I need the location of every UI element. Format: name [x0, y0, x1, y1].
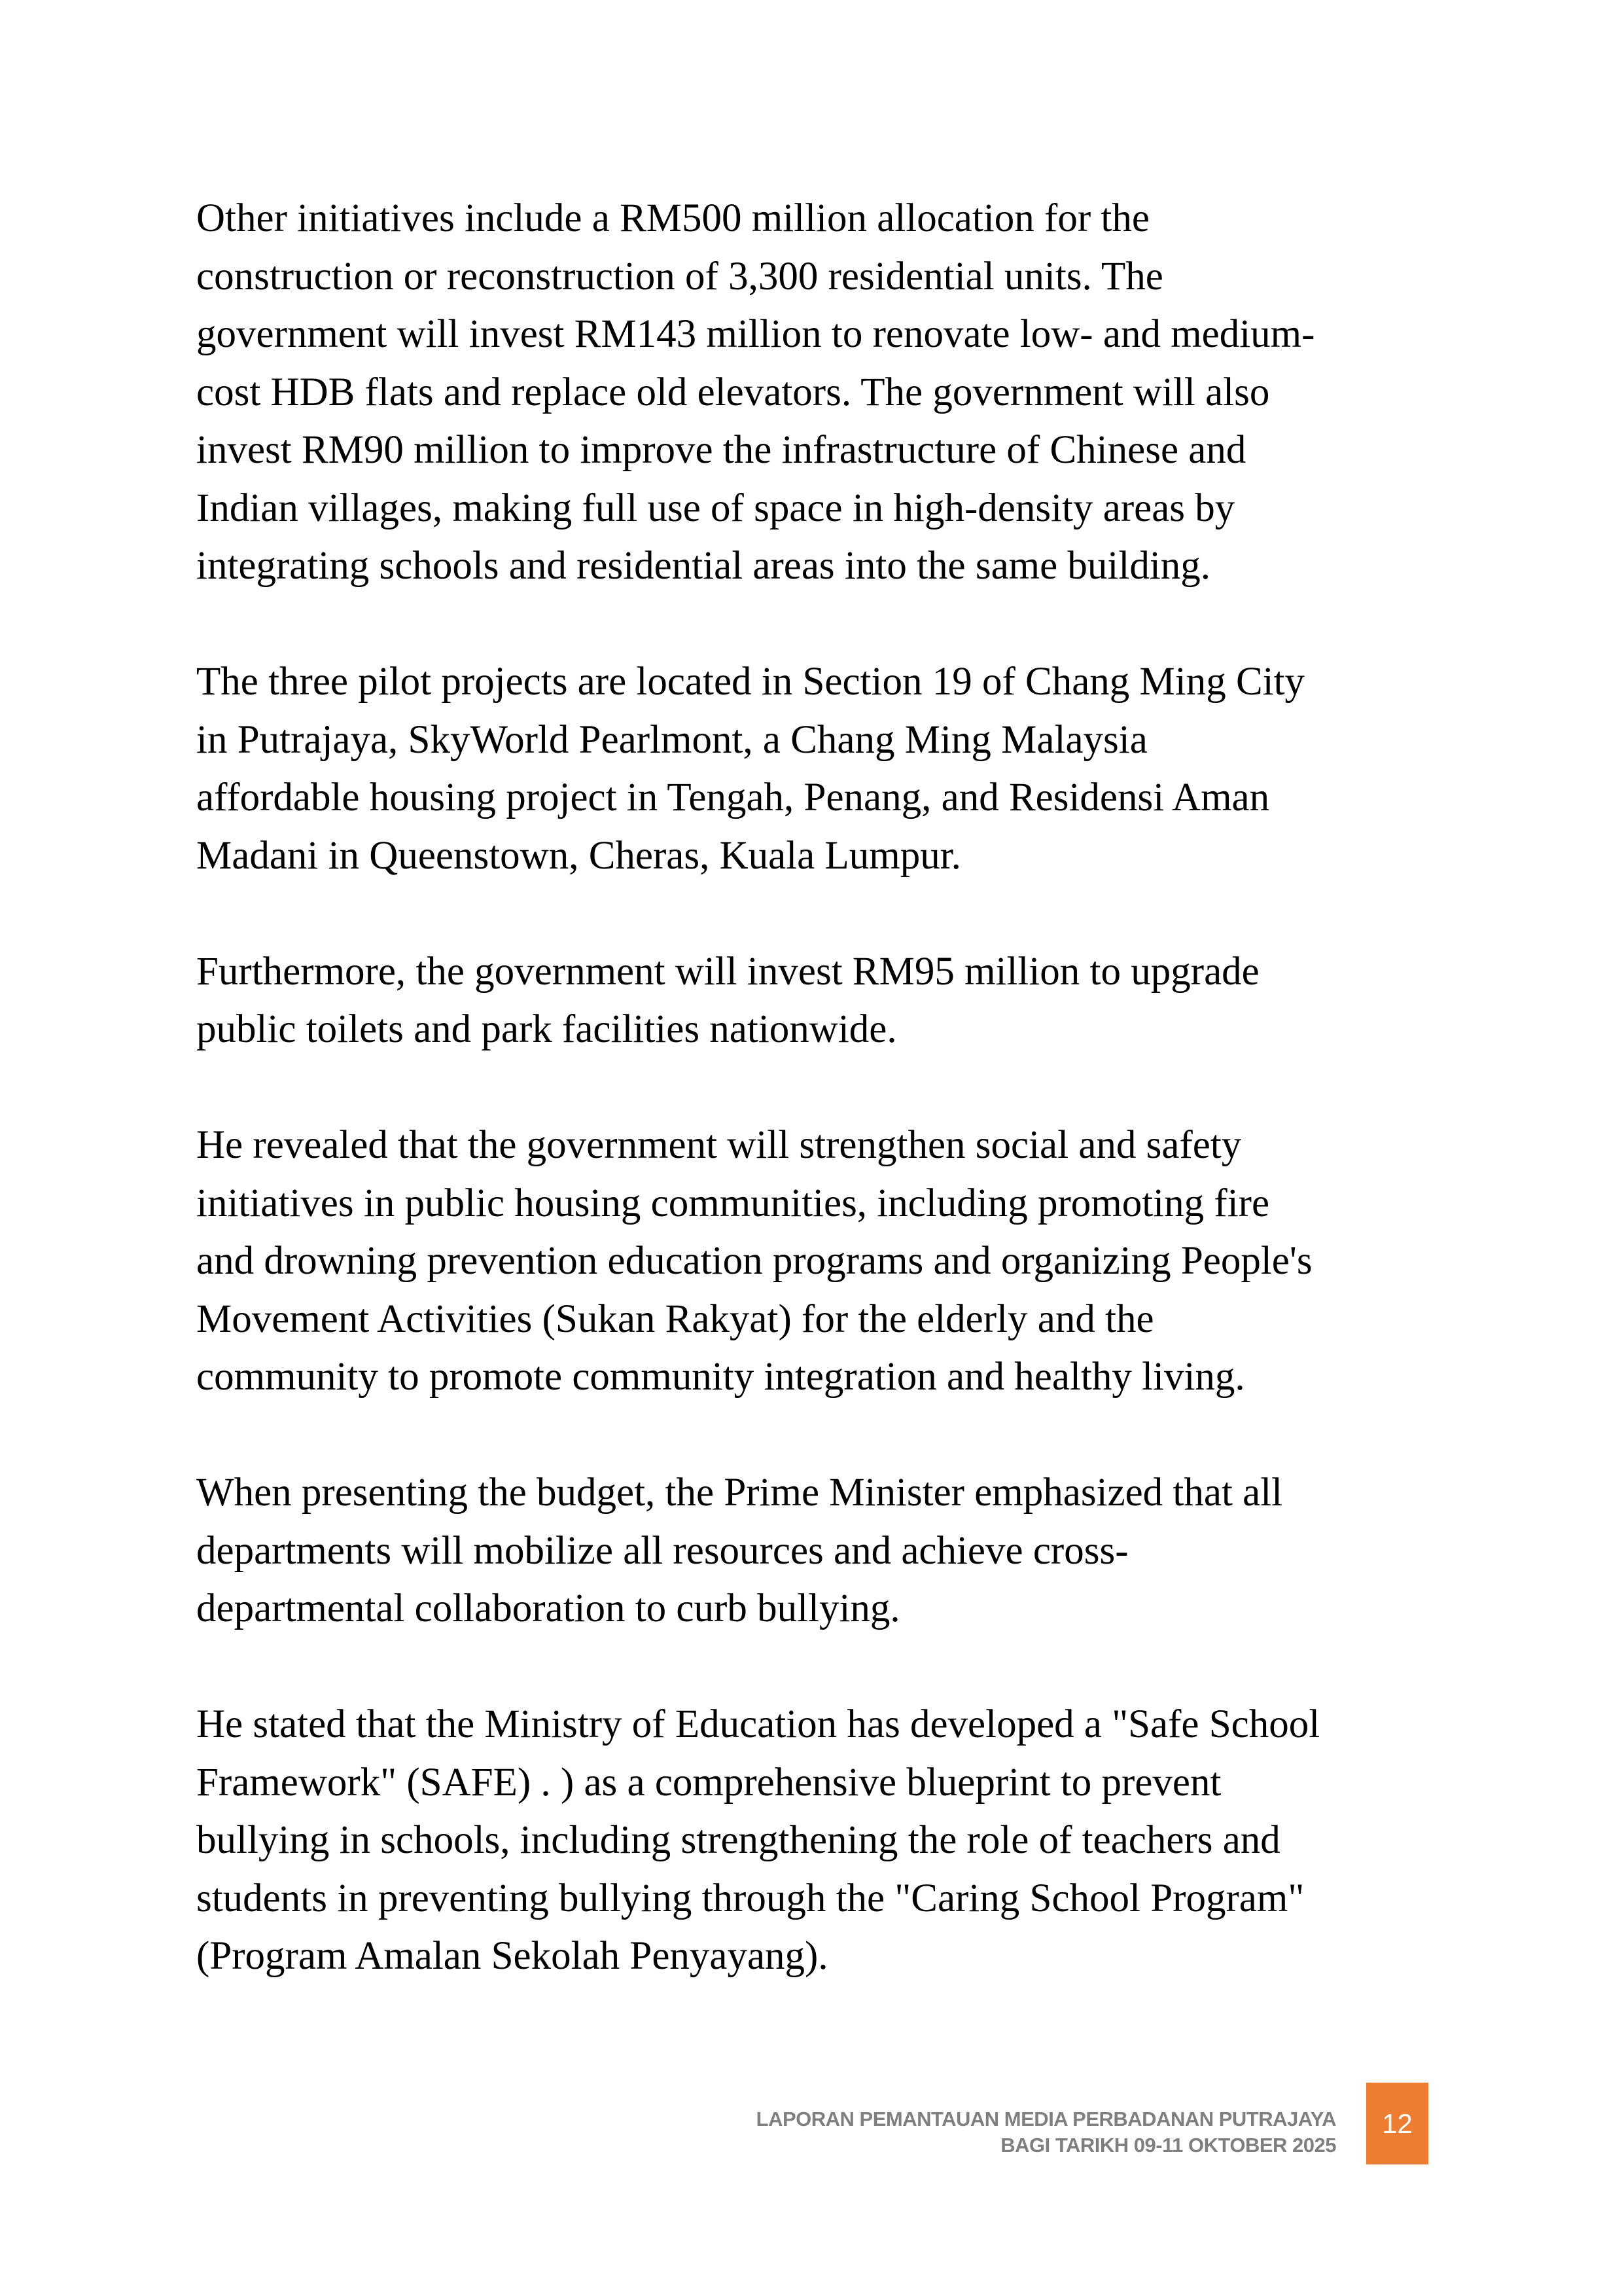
paragraph-anti-bullying: When presenting the budget, the Prime Minister emphasized that all departments will mobilize all resources and achieve cross- departmental collaboration to curb bullying.: [196, 1471, 1283, 1630]
paragraph-housing-initiatives: Other initiatives include a RM500 million allocation for the construction or reconstruction of 3,300 residential units. The government will invest RM143 million to renovate low- and medium- cost HDB flats and replace old elevators. The government will also invest RM90 million to improve the infrastructure of Chinese and Indian villages, making full use of space in high-density areas by integrating schools and residential areas into the same building.: [196, 196, 1315, 588]
footer-report-title: LAPORAN PEMANTAUAN MEDIA PERBADANAN PUTRAJAYA: [756, 2108, 1336, 2130]
paragraph-safe-school-framework: He stated that the Ministry of Education has developed a "Safe School Framework" (SAFE) . ) as a comprehensive blueprint to prevent bullying in schools, including strengthening the role of teachers and students in preventing bullying through the "Caring School Program" (Program Amalan Sekolah Penyayang).: [196, 1702, 1320, 1978]
paragraph-social-safety: He revealed that the government will strengthen social and safety initiatives in public housing communities, including promoting fire and drowning prevention education programs and organizing People's Movement Activities (Sukan Rakyat) for the elderly and the community to promote community integration and healthy living.: [196, 1123, 1313, 1399]
article-body: [196, 190, 1439, 2043]
page-number-badge: [1366, 2083, 1428, 2164]
paragraph-pilot-projects: The three pilot projects are located in Section 19 of Chang Ming City in Putrajaya, SkyWorld Pearlmont, a Chang Ming Malaysia affordable housing project in Tengah, Penang, and Residensi Aman Madani in Queenstown, Cheras, Kuala Lumpur.: [196, 660, 1305, 878]
page-footer: [589, 2106, 1336, 2159]
footer-report-date: BAGI TARIKH 09-11 OKTOBER 2025: [1000, 2134, 1336, 2157]
paragraph-public-toilets: Furthermore, the government will invest RM95 million to upgrade public toilets and park facilities nationwide.: [196, 949, 1260, 1051]
page-number: 12: [1382, 2108, 1413, 2139]
